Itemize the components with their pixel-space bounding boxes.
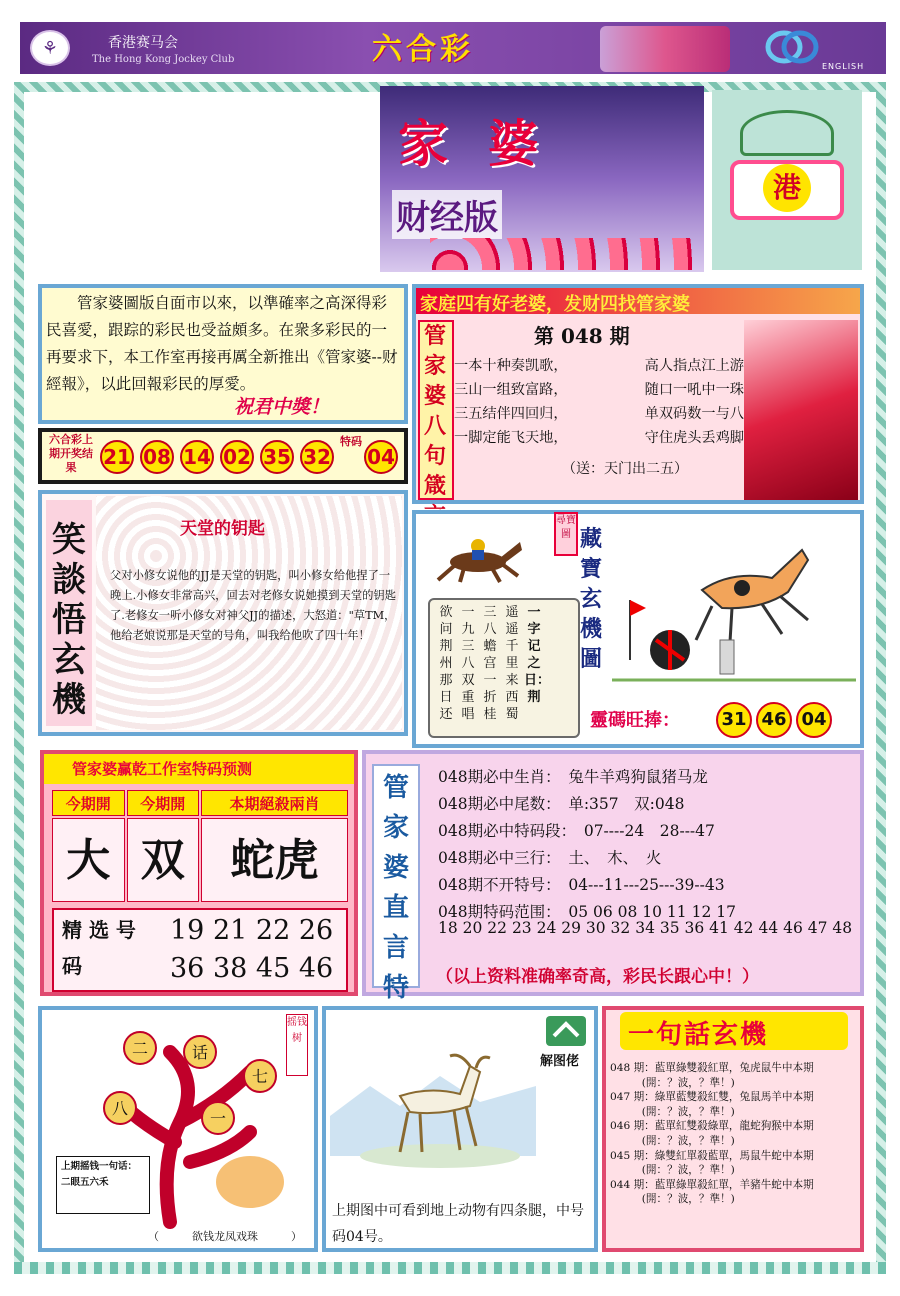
lucky-ball: 46 [756,702,792,738]
codes-lines [438,764,858,926]
prediction-header: 今期開 [52,790,125,816]
poem-line-left: 一脚定能飞天地， [454,430,568,446]
special-number-label: 特码 [340,435,362,448]
hkjc-logo-icon[interactable]: ⚘ [30,30,70,66]
riddle-line: 047 期：綠單藍雙殺紅雙，兔鼠馬羊中本期 [610,1091,814,1104]
prediction-killed-zodiacs: 蛇虎 [201,818,348,902]
selected-number: 46 [298,953,334,984]
tree-fruit: 一 [209,1109,227,1128]
poem-note: （送：天门出二五） [562,461,688,477]
lottery-title: 六合彩 [372,32,474,67]
poem-lines [454,354,744,450]
blessing-text: 祝君中獎！ [234,396,330,418]
joke-text: 父对小修女说他的JJ是天堂的钥匙，叫小修女给他捏了一晚上.小修女非常高兴，回去对老修女说她摸到天堂的钥匙了.老修女一听小修女对神父JJ的描述，大怒道："草TM，他给老娘说那是天堂的号角，叫我给他吹了四十年！ [110,569,397,642]
decorative-frame-bottom [14,1262,886,1274]
selected-number: 26 [298,915,334,946]
goat-illustration [330,1016,536,1186]
poem-side-title: 管家婆八句箴 [424,324,447,499]
lucky-numbers-label: 靈碼旺捧： [590,710,680,731]
codes-note: （以上资料准确率奇高，彩民长跟心中！） [436,967,759,987]
last-result-label: 六合彩上期开奖结果 [49,433,93,474]
bride-illustration [744,320,858,500]
lotto-logo-icon[interactable] [764,30,820,64]
code-line: 048期必中生肖： 兔牛羊鸡狗鼠猪马龙 [438,768,708,786]
treasure-title: 藏寶玄機圖 [580,526,603,672]
prediction-header: 今期開 [127,790,200,816]
riddle-title: 一句話玄機 [628,1020,769,1050]
solve-picture-label: 解图佬 [540,1054,580,1069]
money-tree-note: 上期摇钱一句话：二眼五六禾 [56,1156,150,1214]
prediction-banner-text: 管家婆赢乾工作室特码预测 [72,760,253,778]
badge-character: 港 [763,164,811,212]
picture-caption: 上期图中可看到地上动物有四条腿，中号码04号。 [332,1203,584,1245]
poem-line-right: 单双码数一与八 [644,406,744,422]
tree-fruit: 二 [131,1039,149,1058]
poem-line-left: 三山一组致富路， [454,382,568,398]
header-subtitle: 财经版 [392,190,502,239]
selected-number: 21 [212,915,248,946]
prediction-headers [52,790,348,816]
tree-fruit: 七 [251,1067,269,1086]
poem-line-right: 高人指点江上游 [644,358,744,374]
codes-range-continued: 18 20 22 23 24 29 30 32 34 35 36 41 42 44 46 47 48 [438,919,853,937]
selected-numbers-label: 精 选 号 码 [62,918,136,978]
selected-number: 45 [255,953,291,984]
selected-number: 19 [170,915,205,946]
poem-row [454,402,744,426]
joke-side-title: 笑談悟玄機 [52,520,86,720]
poem-line-right: 随口一吼中一珠 [644,382,744,398]
code-line: 048期不开特号： 04---11---25---39--43 [438,876,725,894]
riddle-line: (開：？波，？準！) [610,1076,735,1089]
code-line: 048期必中尾数： 单:357 双:048 [438,795,685,813]
riddle-line: (開：？波，？準！) [610,1105,735,1118]
prediction-values [52,818,348,902]
riddle-line: 048 期：藍單綠雙殺紅單，兔虎鼠牛中本期 [610,1062,814,1074]
scroll-column: 三八蟾宫一折桂 [483,605,497,722]
selected-number: 36 [170,953,205,984]
treasure-map-tag: 尋寶圖 [554,512,578,556]
riddle-line: 046 期：藍單紅雙殺綠單，龍蛇狗猴中本期 [610,1120,814,1133]
money-tree-tag: 摇钱树 [286,1014,308,1076]
result-ball: 32 [300,440,334,474]
issue-number: 第 048 期 [534,324,630,348]
poem-row [454,426,744,450]
codes-side-title: 管家婆直言特 [382,773,409,1003]
english-link[interactable]: ENGLISH [822,62,865,71]
riddle-lines [610,1062,860,1208]
selected-number: 38 [212,953,248,984]
dog-and-ball-illustration [612,530,856,690]
riddle-line: (開：？波，？準！) [610,1164,735,1177]
scroll-column: 遥遥千里来西蜀 [505,605,519,722]
scroll-column: 一字记之日：荆 [524,605,551,705]
riddle-line: 044 期：藍單綠單殺紅單，羊豬牛蛇中本期 [610,1178,814,1191]
scroll-column: 欲问荆州那日还 [439,605,453,722]
selected-numbers [170,912,344,988]
code-line: 048期必中特码段： 07----24 28---47 [438,822,715,840]
org-name-cn: 香港赛马会 [108,35,178,51]
org-name-en: The Hong Kong Jockey Club [92,54,235,65]
tree-fruit: 话 [191,1043,209,1062]
prediction-big-small: 大 [52,818,125,902]
poem-banner-text: 家庭四有好老婆，发财四找管家婆 [420,294,690,315]
lucky-ball: 31 [716,702,752,738]
lantern-top-icon [740,110,834,156]
result-ball: 08 [140,440,174,474]
poem-row [454,354,744,378]
poem-line-left: 一本十种奏凯歌， [454,358,568,374]
racehorse-icon [430,528,526,584]
prediction-header: 本期絕殺兩肖 [201,790,348,816]
lotus-flowers-decoration [430,238,700,270]
intro-text: 管家婆圖版自面市以來，以準確率之高深得彩民喜愛，跟踪的彩民也受益頗多。在衆多彩民的一再要求下，本工作室再接再厲全新推出《管家婆--财經報》，以此回報彩民的厚愛。 [46,294,398,393]
lucky-ball: 04 [796,702,832,738]
riddle-line: (開：？波，？準！) [610,1134,735,1147]
scroll-columns [436,604,551,723]
riddle-line: 045 期：綠雙紅單殺藍單，馬鼠牛蛇中本期 [610,1149,814,1162]
result-ball: 35 [260,440,294,474]
riddle-line: (開：？波，？準！) [610,1193,735,1206]
result-ball: 21 [100,440,134,474]
poem-line-right: 守住虎头丢鸡脚 [644,430,744,446]
prediction-odd-even: 双 [127,818,200,902]
special-ball: 04 [364,440,398,474]
joke-title: 天堂的钥匙 [180,519,265,539]
poem-row [454,378,744,402]
racing-horses-illustration [600,26,730,72]
money-tree-caption: （ 欲钱龙凤戏珠 ） [148,1230,302,1243]
result-ball: 02 [220,440,254,474]
selected-number: 22 [255,915,291,946]
tree-fruit: 八 [111,1099,129,1118]
code-line: 048期必中三行： 土、 木、 火 [438,849,662,867]
scroll-column: 一九三八双重唱 [461,605,475,722]
result-ball: 14 [180,440,214,474]
poem-line-left: 三五结伴四回归， [454,406,568,422]
header-title: 家婆 [398,115,578,173]
code-line: 048期特码范围： 05 06 08 10 11 12 17 [438,903,736,921]
